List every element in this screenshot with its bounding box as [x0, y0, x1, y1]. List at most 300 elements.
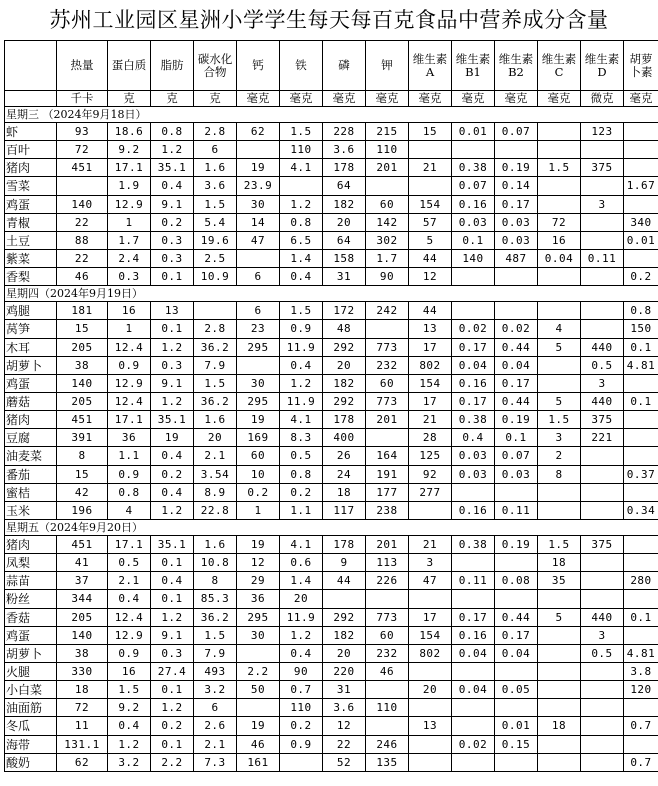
- value-cell: 215: [366, 123, 409, 141]
- table-row: [5, 249, 658, 267]
- value-cell: 4: [108, 501, 151, 519]
- value-cell: 0.2: [151, 213, 194, 231]
- value-cell: 1.9: [108, 177, 151, 195]
- value-cell: [538, 681, 581, 699]
- food-name-cell: 火腿: [5, 662, 57, 680]
- value-cell: 0.16: [452, 501, 495, 519]
- table-row: [5, 572, 658, 590]
- value-cell: [538, 644, 581, 662]
- value-cell: 0.04: [452, 644, 495, 662]
- value-cell: 23.9: [237, 177, 280, 195]
- value-cell: 15: [57, 465, 108, 483]
- value-cell: 0.07: [495, 123, 538, 141]
- unit-cell: [5, 91, 57, 107]
- value-cell: 0.16: [452, 195, 495, 213]
- value-cell: 295: [237, 338, 280, 356]
- value-cell: 0.11: [581, 249, 624, 267]
- value-cell: 391: [57, 429, 108, 447]
- value-cell: 0.2: [624, 268, 658, 286]
- value-cell: 44: [409, 249, 452, 267]
- food-name-cell: 粉丝: [5, 590, 57, 608]
- food-name-cell: 土豆: [5, 231, 57, 249]
- value-cell: [495, 554, 538, 572]
- value-cell: 161: [237, 753, 280, 771]
- food-name-cell: 豆腐: [5, 429, 57, 447]
- value-cell: 38: [57, 356, 108, 374]
- value-cell: [581, 501, 624, 519]
- value-cell: 802: [409, 356, 452, 374]
- value-cell: [409, 699, 452, 717]
- value-cell: [538, 302, 581, 320]
- value-cell: 52: [323, 753, 366, 771]
- value-cell: 277: [409, 483, 452, 501]
- value-cell: 36.2: [194, 392, 237, 410]
- value-cell: 0.19: [495, 535, 538, 553]
- value-cell: 0.01: [452, 123, 495, 141]
- value-cell: 8: [194, 572, 237, 590]
- column-header: 钙: [237, 41, 280, 91]
- value-cell: 31: [323, 681, 366, 699]
- food-name-cell: 鸡腿: [5, 302, 57, 320]
- value-cell: 7.9: [194, 356, 237, 374]
- table-row: [5, 195, 658, 213]
- food-name-cell: 猪肉: [5, 411, 57, 429]
- table-row: [5, 447, 658, 465]
- column-header: 钾: [366, 41, 409, 91]
- value-cell: [581, 590, 624, 608]
- value-cell: 17: [409, 608, 452, 626]
- value-cell: 220: [323, 662, 366, 680]
- value-cell: 0.05: [495, 681, 538, 699]
- nutrition-table: [4, 40, 658, 772]
- value-cell: [581, 554, 624, 572]
- value-cell: 0.11: [495, 501, 538, 519]
- value-cell: 72: [57, 699, 108, 717]
- value-cell: 1.67: [624, 177, 658, 195]
- table-row: [5, 177, 658, 195]
- food-name-cell: 酸奶: [5, 753, 57, 771]
- value-cell: 5.4: [194, 213, 237, 231]
- value-cell: 48: [323, 320, 366, 338]
- value-cell: [581, 302, 624, 320]
- value-cell: 0.2: [151, 717, 194, 735]
- value-cell: 493: [194, 662, 237, 680]
- value-cell: 1.7: [366, 249, 409, 267]
- value-cell: 0.04: [495, 356, 538, 374]
- table-row: [5, 483, 658, 501]
- value-cell: 6: [237, 268, 280, 286]
- food-name-cell: 虾: [5, 123, 57, 141]
- value-cell: 1: [108, 320, 151, 338]
- value-cell: 0.8: [280, 465, 323, 483]
- value-cell: [452, 753, 495, 771]
- value-cell: 8.3: [280, 429, 323, 447]
- value-cell: [366, 177, 409, 195]
- value-cell: 0.04: [495, 644, 538, 662]
- value-cell: 0.11: [452, 572, 495, 590]
- value-cell: 178: [323, 159, 366, 177]
- value-cell: 1.2: [108, 735, 151, 753]
- value-cell: [581, 681, 624, 699]
- value-cell: 295: [237, 608, 280, 626]
- value-cell: 1: [237, 501, 280, 519]
- value-cell: 177: [366, 483, 409, 501]
- value-cell: 7.3: [194, 753, 237, 771]
- value-cell: [280, 753, 323, 771]
- value-cell: 292: [323, 392, 366, 410]
- value-cell: 0.9: [108, 644, 151, 662]
- value-cell: 178: [323, 411, 366, 429]
- value-cell: 292: [323, 338, 366, 356]
- value-cell: 16: [538, 231, 581, 249]
- value-cell: 15: [57, 320, 108, 338]
- table-row: [5, 338, 658, 356]
- value-cell: 23: [237, 320, 280, 338]
- value-cell: [495, 753, 538, 771]
- value-cell: 0.38: [452, 535, 495, 553]
- value-cell: 196: [57, 501, 108, 519]
- food-name-cell: 鸡蛋: [5, 626, 57, 644]
- value-cell: 1.7: [108, 231, 151, 249]
- value-cell: 8: [57, 447, 108, 465]
- value-cell: 1.6: [194, 535, 237, 553]
- value-cell: [57, 177, 108, 195]
- value-cell: 110: [366, 699, 409, 717]
- value-cell: 0.7: [624, 717, 658, 735]
- value-cell: 64: [323, 231, 366, 249]
- table-row: [5, 411, 658, 429]
- value-cell: [452, 662, 495, 680]
- value-cell: 1.5: [108, 681, 151, 699]
- value-cell: [452, 141, 495, 159]
- value-cell: 0.4: [452, 429, 495, 447]
- value-cell: 12.4: [108, 338, 151, 356]
- value-cell: 1.2: [151, 338, 194, 356]
- value-cell: 22: [57, 213, 108, 231]
- value-cell: 20: [409, 681, 452, 699]
- value-cell: 0.8: [624, 302, 658, 320]
- value-cell: 0.03: [452, 213, 495, 231]
- table-row: [5, 662, 658, 680]
- value-cell: 2.4: [108, 249, 151, 267]
- value-cell: 1.1: [108, 447, 151, 465]
- food-name-cell: 百叶: [5, 141, 57, 159]
- value-cell: 57: [409, 213, 452, 231]
- value-cell: 12: [323, 717, 366, 735]
- value-cell: 8.9: [194, 483, 237, 501]
- value-cell: 44: [323, 572, 366, 590]
- table-row: [5, 123, 658, 141]
- table-row: [5, 535, 658, 553]
- value-cell: 0.17: [452, 338, 495, 356]
- table-row: [5, 374, 658, 392]
- unit-cell: 毫克: [366, 91, 409, 107]
- value-cell: 17: [409, 338, 452, 356]
- value-cell: 17: [409, 392, 452, 410]
- table-row: [5, 268, 658, 286]
- value-cell: [495, 268, 538, 286]
- value-cell: 242: [366, 302, 409, 320]
- value-cell: 181: [57, 302, 108, 320]
- value-cell: 11.9: [280, 392, 323, 410]
- food-name-cell: 鸡蛋: [5, 374, 57, 392]
- value-cell: [538, 699, 581, 717]
- column-header: 维生素D: [581, 41, 624, 91]
- value-cell: [581, 213, 624, 231]
- value-cell: 123: [581, 123, 624, 141]
- value-cell: 0.4: [280, 268, 323, 286]
- value-cell: 17.1: [108, 159, 151, 177]
- value-cell: 20: [280, 590, 323, 608]
- section-header-row: [5, 107, 658, 123]
- value-cell: [624, 195, 658, 213]
- value-cell: 22: [57, 249, 108, 267]
- column-header: 维生素A: [409, 41, 452, 91]
- food-name-cell: 玉米: [5, 501, 57, 519]
- value-cell: 9.2: [108, 141, 151, 159]
- table-row: [5, 302, 658, 320]
- value-cell: 90: [280, 662, 323, 680]
- value-cell: 90: [366, 268, 409, 286]
- value-cell: 60: [366, 374, 409, 392]
- value-cell: 3.8: [624, 662, 658, 680]
- value-cell: 1.5: [280, 302, 323, 320]
- value-cell: [538, 590, 581, 608]
- value-cell: [538, 662, 581, 680]
- value-cell: 773: [366, 338, 409, 356]
- value-cell: 0.1: [624, 338, 658, 356]
- column-header: 蛋白质: [108, 41, 151, 91]
- value-cell: 60: [366, 195, 409, 213]
- value-cell: 0.07: [495, 447, 538, 465]
- value-cell: 60: [366, 626, 409, 644]
- value-cell: [366, 320, 409, 338]
- value-cell: 0.9: [108, 356, 151, 374]
- value-cell: 2.2: [237, 662, 280, 680]
- value-cell: 0.04: [452, 356, 495, 374]
- value-cell: 35.1: [151, 535, 194, 553]
- value-cell: 4.1: [280, 159, 323, 177]
- value-cell: [624, 735, 658, 753]
- value-cell: 11.9: [280, 338, 323, 356]
- value-cell: 226: [366, 572, 409, 590]
- value-cell: [624, 141, 658, 159]
- value-cell: 46: [237, 735, 280, 753]
- unit-cell: 毫克: [323, 91, 366, 107]
- value-cell: 4.81: [624, 356, 658, 374]
- value-cell: 440: [581, 338, 624, 356]
- value-cell: 221: [581, 429, 624, 447]
- food-name-cell: 油麦菜: [5, 447, 57, 465]
- value-cell: 6: [194, 699, 237, 717]
- value-cell: 0.4: [280, 644, 323, 662]
- table-row: [5, 753, 658, 771]
- value-cell: [624, 590, 658, 608]
- value-cell: 2.1: [108, 572, 151, 590]
- value-cell: 1.2: [280, 374, 323, 392]
- food-name-cell: 猪肉: [5, 535, 57, 553]
- value-cell: 238: [366, 501, 409, 519]
- value-cell: 0.1: [624, 608, 658, 626]
- value-cell: 0.1: [495, 429, 538, 447]
- value-cell: 487: [495, 249, 538, 267]
- value-cell: 19: [237, 717, 280, 735]
- value-cell: 16: [108, 302, 151, 320]
- column-header: 维生素B1: [452, 41, 495, 91]
- value-cell: [538, 141, 581, 159]
- value-cell: 62: [57, 753, 108, 771]
- value-cell: 0.19: [495, 159, 538, 177]
- value-cell: 92: [409, 465, 452, 483]
- value-cell: [366, 429, 409, 447]
- value-cell: [581, 483, 624, 501]
- value-cell: [624, 249, 658, 267]
- value-cell: [452, 268, 495, 286]
- food-name-cell: 蘑菇: [5, 392, 57, 410]
- value-cell: 154: [409, 374, 452, 392]
- column-header: 铁: [280, 41, 323, 91]
- value-cell: 6.5: [280, 231, 323, 249]
- value-cell: 13: [151, 302, 194, 320]
- food-name-cell: 香梨: [5, 268, 57, 286]
- value-cell: 113: [366, 554, 409, 572]
- value-cell: [538, 501, 581, 519]
- value-cell: 0.9: [280, 735, 323, 753]
- value-cell: 15: [409, 123, 452, 141]
- value-cell: 773: [366, 608, 409, 626]
- value-cell: 1.2: [151, 141, 194, 159]
- unit-cell: 毫克: [237, 91, 280, 107]
- value-cell: 1: [108, 213, 151, 231]
- value-cell: [581, 735, 624, 753]
- value-cell: 46: [366, 662, 409, 680]
- value-cell: 0.7: [280, 681, 323, 699]
- value-cell: 20: [194, 429, 237, 447]
- value-cell: [538, 123, 581, 141]
- value-cell: [624, 159, 658, 177]
- food-name-cell: 小白菜: [5, 681, 57, 699]
- header-row: [5, 41, 658, 91]
- value-cell: 0.07: [452, 177, 495, 195]
- value-cell: 2.8: [194, 320, 237, 338]
- value-cell: [452, 699, 495, 717]
- value-cell: [452, 590, 495, 608]
- value-cell: [624, 554, 658, 572]
- value-cell: 9.1: [151, 195, 194, 213]
- value-cell: 117: [323, 501, 366, 519]
- value-cell: 182: [323, 626, 366, 644]
- value-cell: 0.02: [495, 320, 538, 338]
- value-cell: 19: [151, 429, 194, 447]
- value-cell: 0.03: [495, 213, 538, 231]
- value-cell: 6: [237, 302, 280, 320]
- value-cell: 8: [538, 465, 581, 483]
- value-cell: 12.4: [108, 392, 151, 410]
- value-cell: 5: [538, 608, 581, 626]
- value-cell: [409, 753, 452, 771]
- value-cell: [366, 717, 409, 735]
- table-row: [5, 699, 658, 717]
- table-row: [5, 465, 658, 483]
- value-cell: [538, 626, 581, 644]
- value-cell: 9: [323, 554, 366, 572]
- table-row: [5, 608, 658, 626]
- value-cell: 12.9: [108, 195, 151, 213]
- column-header: 维生素C: [538, 41, 581, 91]
- value-cell: 1.4: [280, 572, 323, 590]
- section-label: 星期五（2024年9月20日）: [5, 519, 658, 535]
- unit-cell: 克: [151, 91, 194, 107]
- value-cell: [452, 302, 495, 320]
- value-cell: 9.1: [151, 374, 194, 392]
- value-cell: 201: [366, 159, 409, 177]
- column-header: 维生素B2: [495, 41, 538, 91]
- value-cell: 12: [409, 268, 452, 286]
- value-cell: 1.1: [280, 501, 323, 519]
- value-cell: 0.01: [495, 717, 538, 735]
- value-cell: 0.4: [108, 717, 151, 735]
- value-cell: 280: [624, 572, 658, 590]
- value-cell: [495, 662, 538, 680]
- value-cell: 0.4: [151, 177, 194, 195]
- value-cell: [194, 302, 237, 320]
- value-cell: [581, 447, 624, 465]
- value-cell: 164: [366, 447, 409, 465]
- value-cell: 178: [323, 535, 366, 553]
- value-cell: 295: [237, 392, 280, 410]
- value-cell: 1.5: [280, 123, 323, 141]
- value-cell: 30: [237, 195, 280, 213]
- value-cell: 201: [366, 535, 409, 553]
- value-cell: [538, 195, 581, 213]
- food-name-cell: 油面筋: [5, 699, 57, 717]
- value-cell: 19: [237, 159, 280, 177]
- value-cell: 0.8: [151, 123, 194, 141]
- value-cell: [409, 735, 452, 753]
- value-cell: [581, 177, 624, 195]
- value-cell: [452, 554, 495, 572]
- value-cell: 9.2: [108, 699, 151, 717]
- value-cell: [495, 141, 538, 159]
- value-cell: [624, 411, 658, 429]
- food-name-cell: 猪肉: [5, 159, 57, 177]
- value-cell: [624, 699, 658, 717]
- value-cell: 0.1: [151, 735, 194, 753]
- value-cell: 0.7: [624, 753, 658, 771]
- value-cell: 154: [409, 195, 452, 213]
- value-cell: 150: [624, 320, 658, 338]
- table-row: [5, 626, 658, 644]
- value-cell: 158: [323, 249, 366, 267]
- column-header: 胡萝卜素: [624, 41, 658, 91]
- value-cell: 0.2: [280, 717, 323, 735]
- value-cell: 30: [237, 626, 280, 644]
- value-cell: 440: [581, 392, 624, 410]
- unit-cell: 千卡: [57, 91, 108, 107]
- value-cell: 0.4: [151, 572, 194, 590]
- value-cell: [624, 626, 658, 644]
- value-cell: 12.4: [108, 608, 151, 626]
- value-cell: 451: [57, 159, 108, 177]
- value-cell: 27.4: [151, 662, 194, 680]
- value-cell: 0.6: [280, 554, 323, 572]
- value-cell: 440: [581, 608, 624, 626]
- value-cell: [581, 753, 624, 771]
- value-cell: 10.9: [194, 268, 237, 286]
- value-cell: 64: [323, 177, 366, 195]
- food-name-cell: 凤梨: [5, 554, 57, 572]
- value-cell: 12: [237, 554, 280, 572]
